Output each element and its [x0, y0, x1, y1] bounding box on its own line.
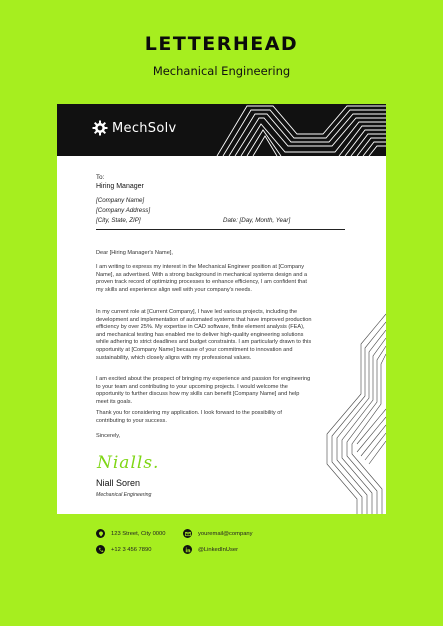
- footer-linkedin[interactable]: [183, 545, 238, 554]
- letter-date: Date: [Day, Month, Year]: [223, 217, 291, 224]
- phone-text: +12 3 456 7890: [111, 546, 152, 553]
- location-icon: [96, 529, 105, 538]
- address-text: 123 Street, City 0000: [111, 530, 166, 537]
- footer-email[interactable]: [183, 529, 253, 538]
- to-label: To:: [96, 174, 105, 181]
- brand-name: MechSolv: [112, 120, 177, 136]
- closing: Sincerely,: [96, 433, 121, 439]
- city-state-zip: [City, State, ZIP]: [96, 217, 141, 224]
- footer-address: [96, 529, 165, 538]
- paragraph-1: I am writing to express my interest in the Mechanical Engineer position at [Company Name], as advertised. With a strong background in mechanical systems design and a proven track record of optimizing processes to enhance efficiency, I am confident that my skills and experience align well with your company's needs.: [96, 264, 308, 293]
- letterhead-subtitle: Mechanical Engineering: [152, 64, 291, 78]
- sender-name: Niall Soren: [96, 478, 141, 488]
- sender-title: Mechanical Engineering: [96, 492, 152, 498]
- footer-bar: [57, 514, 386, 569]
- company-name: [Company Name]: [96, 197, 145, 204]
- linkedin-text[interactable]: @LinkedInUser: [198, 546, 239, 553]
- email-text[interactable]: youremail@company: [198, 530, 253, 537]
- linkedin-icon: [183, 545, 192, 554]
- paragraph-4: Thank you for considering my application. I look forward to the possibility of contributing to your success.: [96, 410, 282, 424]
- letterhead-title: LETTERHEAD: [144, 33, 299, 55]
- recipient: Hiring Manager: [96, 183, 144, 190]
- footer-phone: [96, 545, 151, 554]
- divider: [96, 229, 345, 230]
- salutation: Dear [Hiring Manager's Name],: [96, 250, 173, 256]
- company-address: [Company Address]: [96, 207, 151, 214]
- email-icon: [183, 529, 192, 538]
- letter-page: [57, 104, 386, 569]
- phone-icon: [96, 545, 105, 554]
- signature: Nialls.: [97, 453, 160, 473]
- paragraph-2: In my current role at [Current Company], I have led various projects, including the development and implementation of automated systems that have improved production efficiency by over 25%. My expertise in CAD software, finite element analysis (FEA), and mechanical testing has enabled me to deliver high-quality engineering solutions while adhering to strict deadlines and budget constraints. I am particularly drawn to this opportunity at [Company Name] because of your commitment to innovation and sustainability, which closely aligns with my professional values.: [96, 309, 312, 361]
- paragraph-3: I am excited about the prospect of bringing my experience and passion for engineering to your team and contributing to your upcoming projects. I would welcome the opportunity to further discuss how my skills can benefit [Company Name] and help meet its goals.: [96, 376, 311, 405]
